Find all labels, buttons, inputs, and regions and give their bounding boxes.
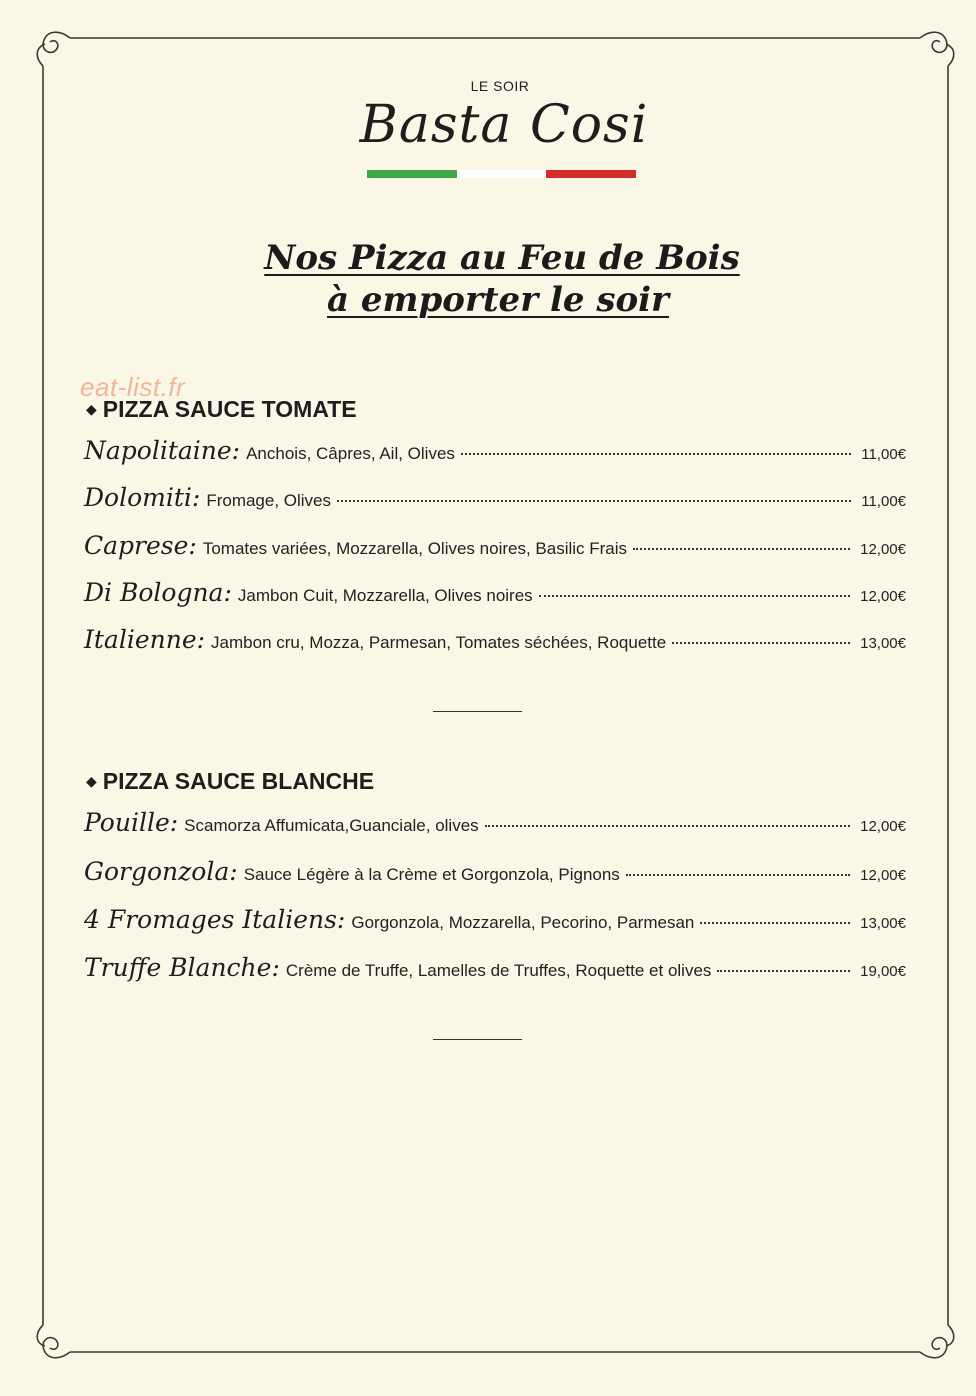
corner-flourish-icon	[37, 32, 954, 1358]
diamond-icon: ◆	[86, 773, 97, 789]
menu-item: Dolomiti: Fromage, Olives 11,00€	[84, 483, 906, 512]
section-title-tomate: ◆ PIZZA SAUCE TOMATE	[86, 396, 357, 422]
menu-item: Di Bologna: Jambon Cuit, Mozzarella, Olives noires 12,00€	[84, 578, 906, 607]
menu-item: 4 Fromages Italiens: Gorgonzola, Mozzarella, Pecorino, Parmesan 13,00€	[84, 905, 906, 934]
section-divider	[433, 1039, 522, 1040]
menu-item: Italienne: Jambon cru, Mozza, Parmesan, Tomates séchées, Roquette 13,00€	[84, 625, 906, 654]
menu-item: Napolitaine: Anchois, Câpres, Ail, Olives 11,00€	[84, 436, 906, 465]
menu-item: Caprese: Tomates variées, Mozzarella, Olives noires, Basilic Frais 12,00€	[84, 531, 906, 560]
service-label: LE SOIR	[470, 78, 530, 94]
section-divider	[433, 711, 522, 712]
menu-item: Gorgonzola: Sauce Légère à la Crème et Gorgonzola, Pignons 12,00€	[84, 857, 906, 886]
menu-item: Truffe Blanche: Crème de Truffe, Lamelles de Truffes, Roquette et olives 19,00€	[84, 953, 906, 982]
menu-subtitle-line1: Nos Pizza au Feu de Bois	[264, 238, 740, 278]
diamond-icon: ◆	[86, 401, 97, 417]
menu-subtitle-line2: à emporter le soir	[327, 280, 669, 320]
menu-item: Pouille: Scamorza Affumicata,Guanciale, olives 12,00€	[84, 808, 906, 837]
flag-stripe-green	[367, 170, 457, 178]
watermark: eat-list.fr	[80, 372, 186, 402]
brand-name: Basta Cosi	[359, 95, 649, 155]
flag-stripe-white	[457, 170, 546, 178]
flag-stripe-red	[546, 170, 636, 178]
section-title-blanche: ◆ PIZZA SAUCE BLANCHE	[86, 768, 375, 794]
